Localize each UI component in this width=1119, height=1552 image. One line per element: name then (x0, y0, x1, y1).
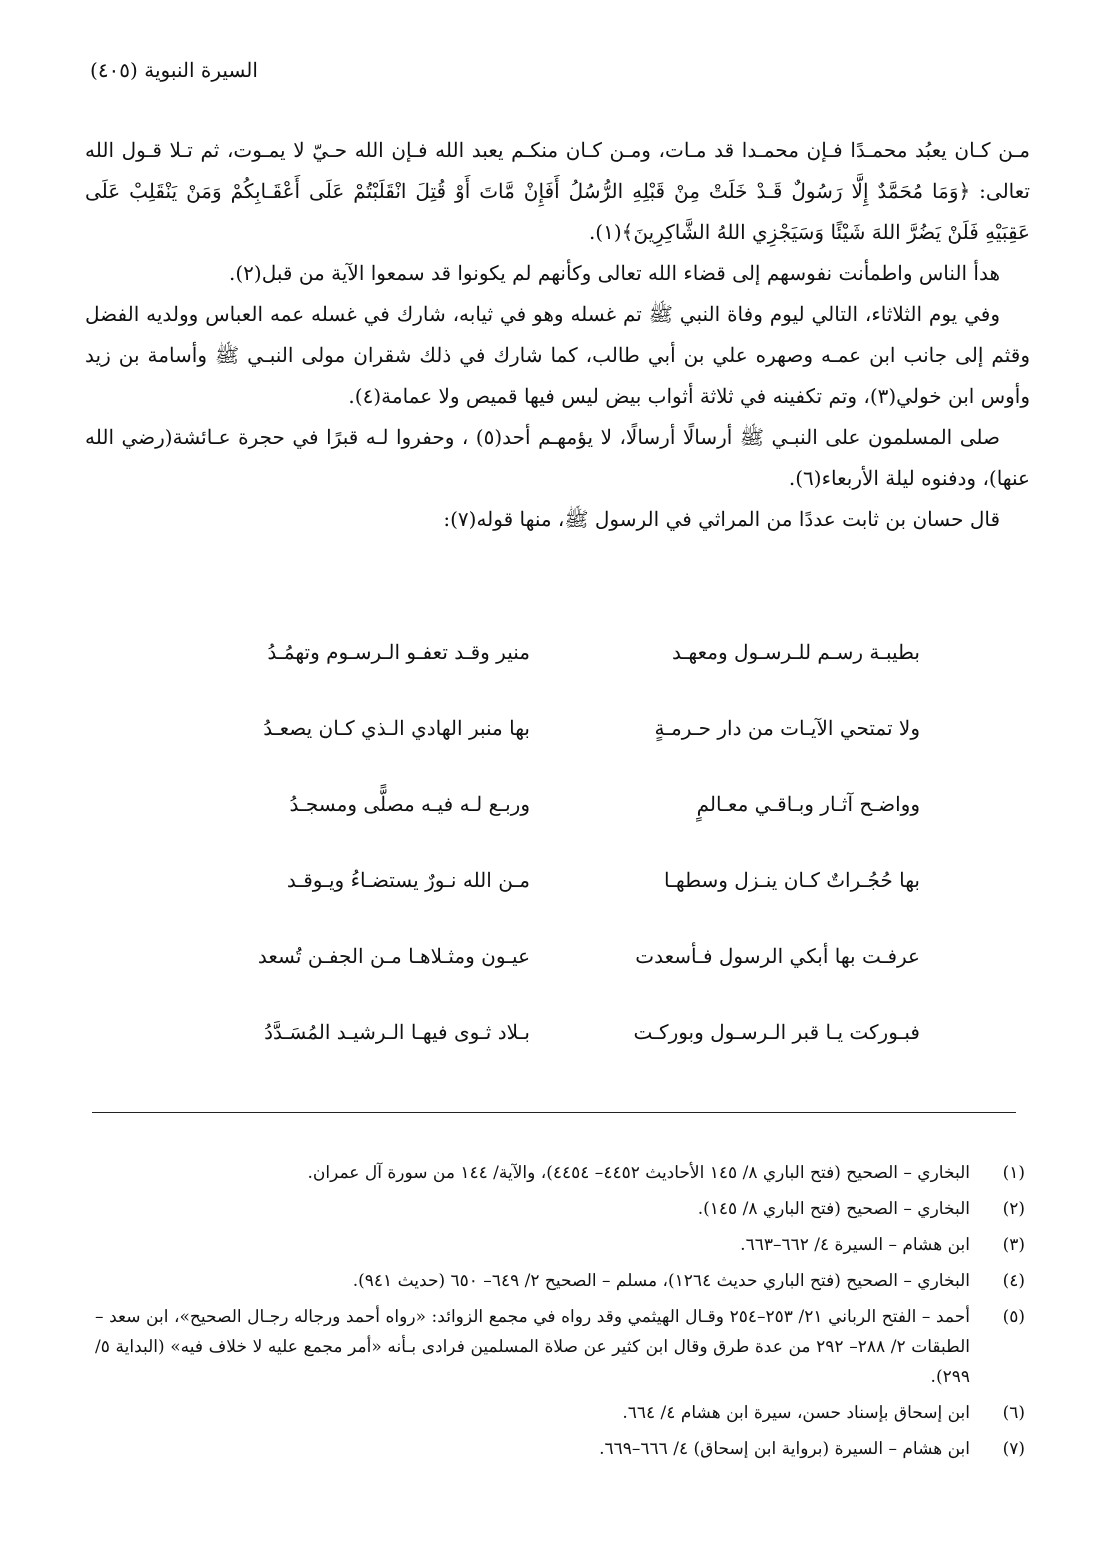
paragraph: وفي يوم الثلاثاء، التالي ليوم وفاة النبي ﷺ تم غسله وهو في ثيابه، شارك في غسله عمه العباس وولديه الفضل وقثم إلى جانب ابن عمـه وصهره علي بن أبي طالب، كما شارك في ذلك شقران مولى النبـي ﷺ وأسامة بن زيد وأوس ابن خولي(٣)، وتم تكفينه في ثلاثة أثواب بيض ليس فيها قميص ولا عمامة(٤). (85, 302, 1030, 408)
footnote-text: البخاري – الصحيح (فتح الباري ٨/ ١٤٥). (697, 1199, 970, 1219)
footnote (95, 1194, 1025, 1224)
paragraph: مـن كـان يعبُد محمـدًا فـإن محمـدا قد مـات، ومـن كـان منكـم يعبد الله فـإن الله حـيّ لا يمـوت، ثم تـلا قـول الله تعالى: ﴿وَمَا مُحَمَّدٌ إِلَّا رَسُولٌ قَـدْ خَلَتْ مِنْ قَبْلِهِ الرُّسُلُ أَفَإِنْ مَّاتَ أَوْ قُتِلَ انْقَلَبْتُمْ عَلَى أَعْقَـابِكُمْ وَمَنْ يَنْقَلِبْ عَلَى عَقِبَيْهِ فَلَنْ يَضُرَّ اللهَ شَيْئًا وَسَيَجْزِي اللهُ الشَّاكِرِينَ﴾(١). (85, 138, 1030, 244)
verse-first-hemistich: بطيبـة رسـم للـرسـول ومعهـد (672, 640, 920, 664)
footnote-text: ابن هشام – السيرة (برواية ابن إسحاق) ٤/ ٦٦٦–٦٦٩. (599, 1439, 970, 1459)
footnote (95, 1434, 1025, 1464)
footnote-text: البخاري – الصحيح (فتح الباري حديث ١٢٦٤)، مسلم – الصحيح ٢/ ٦٤٩– ٦٥٠ (حديث ٩٤١). (352, 1271, 970, 1291)
footnote-text: ابن هشام – السيرة ٤/ ٦٦٢–٦٦٣. (740, 1235, 970, 1255)
footnote-number: (٦) (1002, 1403, 1025, 1423)
verse-first-hemistich: بها حُجُـراتٌ كـان ينـزل وسطهـا (663, 868, 920, 892)
footnote (95, 1158, 1025, 1188)
poem-verse (240, 868, 920, 944)
paragraph: هدأ الناس واطمأنت نفوسهم إلى قضاء الله تعالى وكأنهم لم يكونوا قد سمعوا الآية من قبل(٢). (229, 261, 1000, 285)
verse-first-hemistich: فبـوركت يـا قبر الـرسـول وبوركـت (633, 1020, 920, 1044)
poem-verse (240, 640, 920, 716)
footnote-text: أحمد – الفتح الرباني ٢١/ ٢٥٣–٢٥٤ وقـال الهيثمي وقد رواه في مجمع الزوائد: «رواه أحمد ورجاله رجـال الصحيح»، ابن سعد – الطبقات ٢/ ٢٨٨– ٢٩٢ من عدة طرق وقال ابن كثير عن صلاة المسلمين فرادى بـأنه «أمر مجمع عليه لا خلاف فيه» (البداية ٥/ ٢٩٩). (95, 1307, 970, 1387)
footnote-number: (٧) (1002, 1439, 1025, 1459)
verse-first-hemistich: ولا تمتحي الآيـات من دار حـرمـةٍ (654, 716, 920, 740)
verse-first-hemistich: عرفـت بها أبكي الرسول فـأسعدت (635, 944, 920, 968)
footnote-number: (٥) (1002, 1307, 1025, 1327)
footnote-number: (٤) (1002, 1271, 1025, 1291)
verse-second-hemistich: منير وقـد تعفـو الـرسـوم وتهمُـدُ (267, 640, 530, 664)
footnote-divider (92, 1112, 1016, 1113)
header-title: السيرة النبوية (144, 58, 258, 82)
verse-second-hemistich: عيـون ومثـلاهـا مـن الجفـن تُسعد (257, 944, 530, 968)
poem-verse (240, 716, 920, 792)
verse-second-hemistich: وربـع لـه فيـه مصلًّى ومسجـدُ (289, 792, 530, 816)
footnote-number: (٢) (1002, 1199, 1025, 1219)
footnote (95, 1398, 1025, 1428)
poem-verse (240, 944, 920, 1020)
footnote (95, 1302, 1025, 1392)
poem-verse (240, 792, 920, 868)
paragraph: قال حسان بن ثابت عددًا من المراثي في الرسول ﷺ، منها قوله(٧): (443, 507, 1000, 531)
footnote-text: البخاري – الصحيح (فتح الباري ٨/ ١٤٥ الأحاديث ٤٤٥٢– ٤٤٥٤)، والآية/ ١٤٤ من سورة آل عمران. (307, 1163, 970, 1183)
running-header (90, 58, 258, 82)
footnotes (95, 1158, 1025, 1470)
footnote (95, 1230, 1025, 1260)
main-text (85, 130, 1030, 540)
footnote (95, 1266, 1025, 1296)
page-number: (٤٠٥) (90, 58, 138, 82)
poem (240, 640, 920, 1096)
poem-verse (240, 1020, 920, 1096)
verse-second-hemistich: بـلاد ثـوى فيهـا الـرشيـد المُسَـدَّدُ (264, 1020, 530, 1044)
paragraph: صلى المسلمون على النبـي ﷺ أرسالًا أرسالًا، لا يؤمهـم أحد(٥) ، وحفروا لـه قبرًا في حجرة عـائشة(رضي الله عنها)، ودفنوه ليلة الأربعاء(٦). (85, 425, 1030, 490)
footnote-number: (١) (1002, 1163, 1025, 1183)
footnote-text: ابن إسحاق بإسناد حسن، سيرة ابن هشام ٤/ ٦٦٤. (622, 1403, 970, 1423)
verse-first-hemistich: وواضـح آثـار وبـاقـي معـالمٍ (696, 792, 920, 816)
verse-second-hemistich: مـن الله نـورٌ يستضـاءُ ويـوقـد (286, 868, 530, 892)
verse-second-hemistich: بها منبر الهادي الـذي كـان يصعـدُ (263, 716, 530, 740)
footnote-number: (٣) (1002, 1235, 1025, 1255)
